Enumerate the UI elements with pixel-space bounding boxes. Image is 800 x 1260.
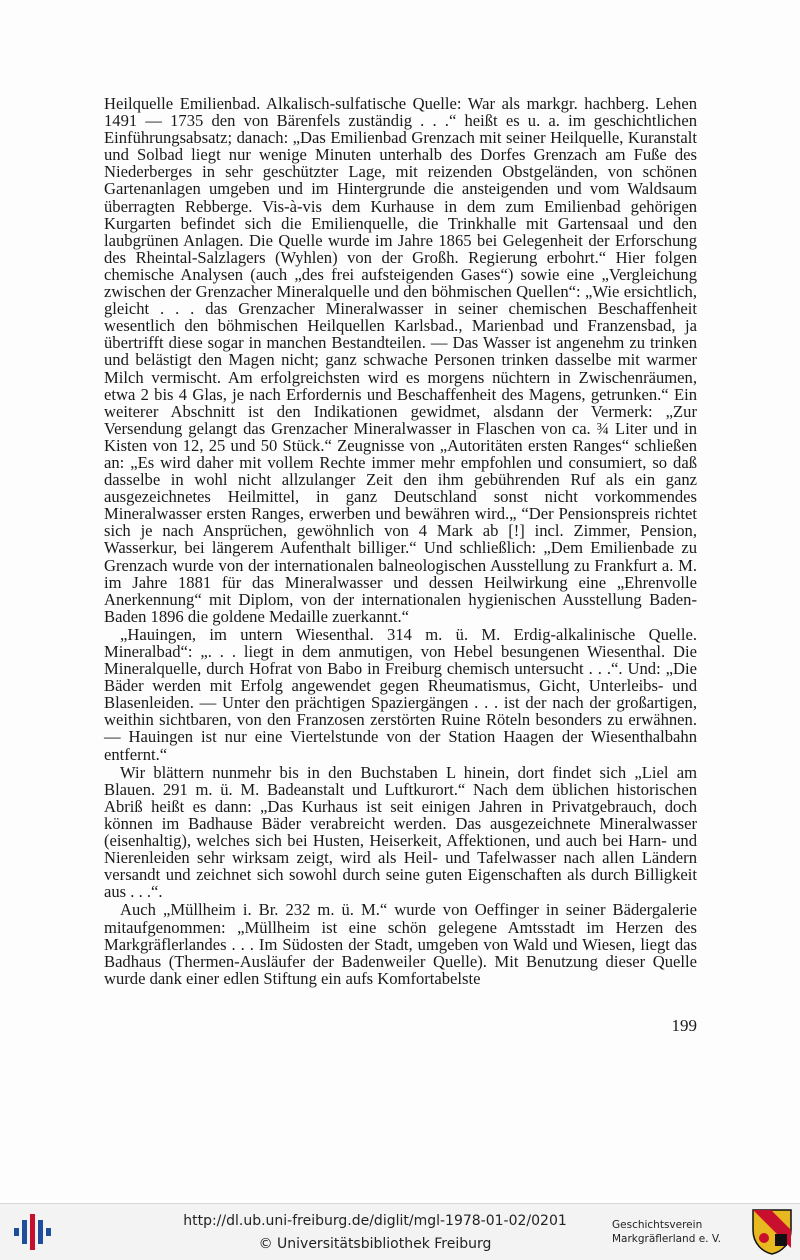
paragraph-muellheim: Auch „Müllheim i. Br. 232 m. ü. M.“ wurde von Oeffinger in seiner Bädergalerie mitaufgenommen: „Müllheim ist eine schön gelegene Amtsstadt im Herzen des Markgräflerlandes . . . Im Südosten der Stadt, umgeben von Wald und Wiesen, liegt das Badhaus (Thermen-Ausläufer der Badenweiler Quelle). Mit Benutzung dieser Quelle wurde dank einer edlen Stiftung ein aufs Komfortabelste bbox=[104, 900, 697, 988]
source-url-link[interactable]: http://dl.ub.uni-freiburg.de/diglit/mgl-1978-01-02/0201 bbox=[183, 1213, 567, 1229]
page-number: 199 bbox=[671, 1016, 697, 1035]
publisher-text bbox=[612, 1218, 754, 1246]
paragraph-hauingen: „Hauingen, im untern Wiesenthal. 314 m. ü. M. Erdig-alkalinische Quelle. Mineralbad“: „. . . liegt in dem anmutigen, von Hebel besungenen Wiesenthal. Die Mineralquelle, durch Hofrat von Babo in Freiburg chemisch untersucht . . .“. Und: „Die Bäder werden mit Erfolg angewendet gegen Rheumatismus, Gicht, Unterleibs- und Blasenleiden. — Unter den prächtigen Spaziergängen . . . ist der nach der großartigen, weithin sichtbaren, von den Franzosen zerstörten Ruine Röteln besonders zu erwähnen. — Hauingen ist nur eine Viertelstunde von der Station Haagen der Wiesenthalbahn entfernt.“ bbox=[104, 624, 697, 764]
footer-bar bbox=[0, 1203, 800, 1260]
ub-freiburg-logo-icon[interactable] bbox=[12, 1212, 52, 1252]
body-text bbox=[104, 95, 697, 987]
copyright-text: © Universitätsbibliothek Freiburg bbox=[258, 1236, 492, 1252]
paragraph-emilienbad: Heilquelle Emilienbad. Alkalisch-sulfatische Quelle: War als markgr. hachberg. Lehen 1491 — 1735 den von Bärenfels zuständig . . .“ heißt es u. a. im geschichtlichen Einführungsabsatz; danach: „Das Emilienbad Grenzach mit seiner Heilquelle, Kuranstalt und Solbad liegt nur wenige Minuten unterhalb des Dorfes Grenzach am Fuße des Niederberges in sehr geschützter Lage, mit reizenden Obstgeländen, von schönen Gartenanlagen umgeben und im Hintergrunde die ansteigenden und vom Waldsaum überragten Rebberge. Vis-à-vis dem Kurhause in dem zum Emilienbad gehörigen Kurgarten befindet sich die Emilienquelle, die Trinkhalle mit Gartensaal und den laubgrünen Anlagen. Die Quelle wurde im Jahre 1865 bei Gelegenheit der Erforschung des Rheintal-Salzlagers (Wyhlen) von der Großh. Regierung erbohrt.“ Hier folgen chemische Analysen (auch „des frei aufsteigenden Gases“) sowie eine „Vergleichung zwischen der Grenzacher Mineralquelle und den böhmischen Quellen“: „Wie ersichtlich, gleicht . . . das Grenzacher Mineralwasser in seiner chemischen Beschaffenheit wesentlich den böhmischen Heilquellen Karlsbad., Marienbad und Franzensbad, ja übertrifft diese sogar in manchen Bestandteilen. — Das Wasser ist angenehm zu trinken und belästigt den Magen nicht; ganz schwache Personen trinken dasselbe mit warmer Milch vermischt. Am erfolgreichsten wird es morgens nüchtern in Zwischenräumen, etwa 2 bis 4 Glas, je nach Erfordernis und Beschaffenheit des Magens, getrunken.“ Ein weiterer Abschnitt ist den Indikationen gewidmet, alsdann der Vermerk: „Zur Versendung gelangt das Grenzacher Mineralwasser in Flaschen von ca. ¾ Liter und in Kisten von 12, 25 und 50 Stück.“ Zeugnisse von „Autoritäten ersten Ranges“ schließen an: „Es wird daher mit vollem Rechte immer mehr empfohlen und consumiert, so daß dasselbe in wohl nicht allzulanger Zeit den ihm gebührenden Ruf als ein ganz ausgezeichnetes Heilmittel, in ganz Deutschland sonst nicht vorkommendes Mineralwasser ersten Ranges, erwerben und bewähren wird.„ “Der Pensionspreis richtet sich je nach Ansprüchen, gewöhnlich von 4 Mark ab [!] incl. Zimmer, Pension, Wasserkur, bei längerem Aufenthalt billiger.“ Und schließlich: „Dem Emilienbade zu Grenzach wurde von der internationalen balneologischen Ausstellung zu Frankfurt a. M. im Jahre 1881 für das Mineralwasser und dessen Heilwirkung eine „Ehrenvolle Anerkennung“ mit Diplom, von der internationalen hygienischen Ausstellung Baden-Baden 1896 die goldene Medaille zuerkannt.“ bbox=[104, 94, 697, 626]
publisher-line-1: Geschichtsverein bbox=[612, 1219, 703, 1231]
paragraph-liel: Wir blättern nunmehr bis in den Buchstaben L hinein, dort findet sich „Liel am Blauen. 291 m. ü. M. Badeanstalt und Luftkurort.“ Nach dem üblichen historischen Abriß heißt es dann: „Das Kurhaus ist seit einigen Jahren in Privatgebrauch, doch können im Badhause Bäder verabreicht werden. Das ausgezeichnete Mineralwasser (eisenhaltig), welches sich bei Husten, Heiserkeit, Affektionen, und auch bei Harn- und Nierenleiden sehr wirksam zeigt, wird als Heil- und Tafelwasser nach allen Ländern versandt und zeichnet sich sowohl durch seine guten Eigenschaften als durch Billigkeit aus . . .“. bbox=[104, 762, 697, 902]
coat-of-arms-icon bbox=[751, 1208, 793, 1256]
publisher-line-2: Markgräflerland e. V. bbox=[612, 1233, 722, 1245]
